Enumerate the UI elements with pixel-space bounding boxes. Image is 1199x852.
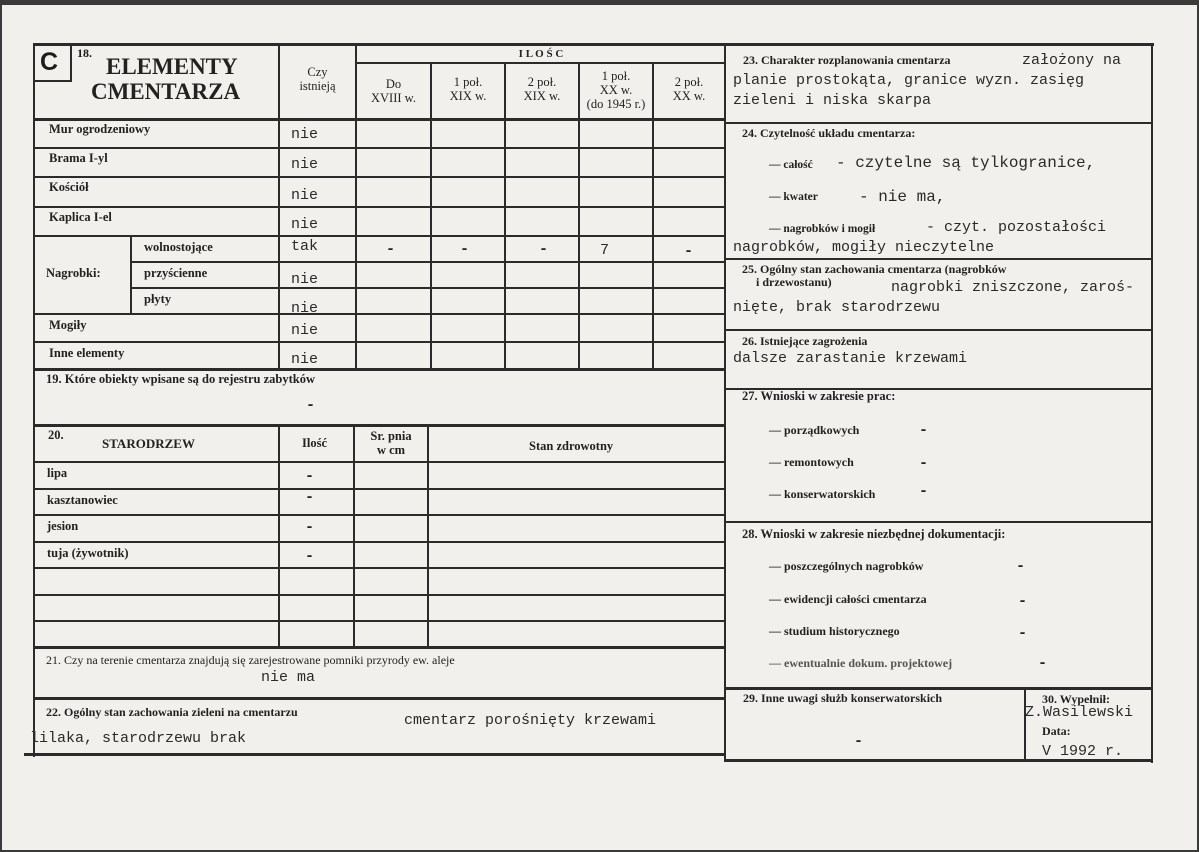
- section-22-value-2: lilaka, starodrzewu brak: [30, 730, 247, 747]
- row-label-kosciol: Kościół: [49, 180, 89, 194]
- row-label-kaplica: Kaplica I-el: [49, 210, 112, 224]
- grid-h: [34, 313, 725, 315]
- ilosc-header: I L O Ś C: [518, 48, 564, 60]
- dokum-ewidencja-value: -: [1018, 593, 1028, 610]
- section-22-label: 22. Ogólny stan zachowania zieleni na cmentarzu: [46, 705, 298, 719]
- section-24-label: 24. Czytelność układu cmentarza:: [742, 126, 916, 140]
- section-25-label-2: i drzewostanu): [756, 275, 832, 289]
- row-label-wolnostojace: wolnostojące: [144, 240, 213, 254]
- col-line: XX w.: [672, 89, 706, 103]
- section-22-value-1: cmentarz porośnięty krzewami: [404, 712, 657, 729]
- nagrobki-mogil-label: — nagrobków i mogił: [769, 223, 876, 235]
- grid-v: [278, 425, 280, 647]
- prace-porzadkowe-label: — porządkowych: [769, 423, 860, 437]
- grid-h: [34, 80, 71, 82]
- section-25-label-1: 25. Ogólny stan zachowania cmentarza (nagrobków: [742, 262, 1007, 276]
- section-21-label: 21. Czy na terenie cmentarza znajdują się zarejestrowane pomniki przyrody ew. aleje: [46, 653, 455, 667]
- card-letter: C: [40, 48, 59, 76]
- grid-h: [34, 620, 725, 622]
- col-line: 1 poł.: [601, 69, 631, 83]
- column-header-2pol-xix: [506, 75, 578, 103]
- grid-h: [34, 488, 725, 490]
- section-25-value-1: nagrobki zniszczone, zaroś-: [891, 279, 1135, 296]
- col-stan-header: Stan zdrowotny: [529, 439, 614, 453]
- frame-top-line: [34, 43, 1154, 46]
- section-23-value-2: planie prostokąta, granice wyzn. zasięg: [733, 72, 1085, 89]
- section-27-label: 27. Wnioski w zakresie prac:: [742, 389, 896, 403]
- row-label-mogily: Mogiły: [49, 318, 87, 332]
- filled-by-name: Z.Wasilewski: [1025, 704, 1134, 721]
- section-number-18: 18.: [77, 46, 92, 60]
- count-wolno-do-xviii: -: [386, 241, 396, 258]
- divider-center-line: [724, 43, 726, 761]
- frame-bottom-left-line: [24, 753, 724, 756]
- value-mogily: nie: [291, 322, 319, 339]
- col-ilosc-header: Ilość: [302, 436, 327, 450]
- section-26-label: 26. Istniejące zagrożenia: [742, 334, 868, 348]
- grid-h: [34, 118, 725, 121]
- dokum-ewidencja-label: — ewidencji całości cmentarza: [769, 592, 927, 606]
- frame-left-line: [33, 43, 35, 757]
- record-card: [2, 5, 1197, 850]
- grid-h: [725, 329, 1153, 331]
- section-23-label: 23. Charakter rozplanowania cmentarza: [743, 53, 951, 67]
- column-header-1pol-xix: [432, 75, 504, 103]
- calosc-label: — całość: [769, 159, 813, 171]
- col-line: 2 poł.: [527, 75, 557, 89]
- count-wolno-1pol-xix: -: [460, 241, 470, 258]
- dokum-projektowa-value: -: [1038, 655, 1048, 672]
- title-cmentarza: CMENTARZA: [91, 79, 241, 104]
- col-line: (do 1945 r.): [586, 97, 646, 111]
- dokum-studium-label: — studium historycznego: [769, 624, 900, 638]
- column-header-1pol-xx: [580, 69, 652, 111]
- grid-h: [34, 206, 725, 208]
- grid-h: [34, 176, 725, 178]
- col-line: 2 poł.: [674, 75, 704, 89]
- prace-konserwatorskie-label: — konserwatorskich: [769, 487, 876, 501]
- grid-h: [34, 341, 725, 343]
- grid-h: [130, 287, 725, 289]
- grid-v: [652, 63, 654, 369]
- prace-remontowe-label: — remontowych: [769, 455, 854, 469]
- value-kosciol: nie: [291, 187, 319, 204]
- grid-h: [725, 258, 1153, 260]
- column-header-do-xviii: [357, 77, 430, 105]
- calosc-value: - czytelne są tylkogranice,: [836, 154, 1096, 172]
- column-header-2pol-xx: [654, 75, 724, 103]
- grid-h: [34, 697, 725, 700]
- grid-h: [34, 235, 725, 237]
- grid-v: [427, 425, 429, 647]
- czy-label: Czy: [307, 65, 328, 79]
- grid-h: [34, 646, 725, 649]
- grid-v: [130, 235, 132, 313]
- czy-istnieja-header: [280, 65, 355, 93]
- section-21-value: nie ma: [261, 669, 316, 686]
- value-wolnostojace: tak: [291, 238, 319, 255]
- grid-h: [34, 461, 725, 463]
- dokum-nagrobki-value: -: [1016, 558, 1026, 575]
- grid-h: [130, 261, 725, 263]
- grid-h: [34, 424, 725, 427]
- prace-porzadkowe-value: -: [919, 422, 929, 439]
- count-wolno-1pol-xx: 7: [600, 242, 610, 259]
- istnieja-label: istnieją: [299, 79, 336, 93]
- grid-h: [34, 368, 725, 371]
- section-23-value-3: zieleni i niska skarpa: [733, 92, 932, 109]
- prace-remontowe-value: -: [919, 455, 929, 472]
- col-line: Sr. pnia: [370, 429, 412, 443]
- grid-h: [34, 541, 725, 543]
- tree-name: kasztanowiec: [47, 493, 118, 507]
- value-plyty: nie: [291, 300, 319, 317]
- section-19-label: 19. Które obiekty wpisane są do rejestru zabytków: [46, 372, 315, 386]
- col-line: XIX w.: [449, 89, 487, 103]
- grid-v: [1024, 688, 1026, 760]
- section-29-label: 29. Inne uwagi służb konserwatorskich: [743, 691, 943, 705]
- dokum-studium-value: -: [1018, 625, 1028, 642]
- tree-name: tuja (żywotnik): [47, 546, 129, 560]
- row-label-plyty: płyty: [144, 292, 172, 306]
- value-przyscienne: nie: [291, 271, 319, 288]
- value-kaplica: nie: [291, 216, 319, 233]
- tree-count: -: [305, 519, 315, 536]
- tree-count: -: [305, 548, 315, 565]
- tree-name: lipa: [47, 466, 68, 480]
- grid-h: [34, 147, 725, 149]
- title-elementy: ELEMENTY: [106, 54, 238, 79]
- tree-count: -: [305, 468, 315, 485]
- col-srednica-header: [355, 429, 427, 457]
- col-line: XIX w.: [523, 89, 561, 103]
- nagrobki-mogil-value-2: nagrobków, mogiły nieczytelne: [733, 239, 995, 256]
- section-30-label: 30. Wypełnił:: [1042, 692, 1111, 706]
- prace-konserwatorskie-value: -: [919, 483, 929, 500]
- grid-h: [725, 122, 1153, 124]
- section-29-value: -: [854, 733, 864, 750]
- col-line: 1 poł.: [453, 75, 483, 89]
- value-inne: nie: [291, 351, 319, 368]
- kwater-label: — kwater: [769, 191, 818, 203]
- nagrobki-mogil-value: - czyt. pozostałości: [926, 219, 1107, 236]
- col-line: XX w.: [599, 83, 633, 97]
- dokum-projektowa-label: — ewentualnie dokum. projektowej: [769, 656, 953, 670]
- tree-name: jesion: [47, 519, 79, 533]
- count-wolno-2pol-xx: -: [684, 243, 694, 260]
- grid-h: [725, 521, 1153, 523]
- col-line: Do: [385, 77, 402, 91]
- section-20-number: 20.: [48, 428, 64, 442]
- dokum-nagrobki-label: — poszczególnych nagrobków: [769, 559, 924, 573]
- value-mur: nie: [291, 126, 319, 143]
- section-19-value: -: [306, 397, 316, 414]
- row-label-brama: Brama I-yl: [49, 151, 108, 165]
- grid-v: [430, 63, 432, 369]
- col-line: XVIII w.: [370, 91, 416, 105]
- value-brama: nie: [291, 156, 319, 173]
- kwater-value: - nie ma,: [859, 188, 946, 206]
- row-label-mur: Mur ogrodzeniowy: [49, 122, 151, 136]
- section-23-value-1: założony na: [1022, 52, 1122, 69]
- date-label: Data:: [1042, 724, 1071, 738]
- section-20-title: STARODRZEW: [102, 436, 195, 451]
- frame-right-line: [1151, 43, 1153, 763]
- row-label-przyscienne: przyścienne: [144, 266, 208, 280]
- grid-h: [355, 62, 725, 64]
- row-label-inne: Inne elementy: [49, 346, 125, 360]
- grid-v: [70, 45, 72, 82]
- count-wolno-2pol-xix: -: [539, 241, 549, 258]
- grid-h: [34, 514, 725, 516]
- section-26-value: dalsze zarastanie krzewami: [733, 350, 968, 367]
- col-line: w cm: [376, 443, 406, 457]
- section-25-value-2: nięte, brak starodrzewu: [733, 299, 941, 316]
- grid-v: [353, 425, 355, 647]
- grid-h: [725, 687, 1153, 690]
- row-label-nagrobki: Nagrobki:: [46, 266, 101, 280]
- tree-count: -: [305, 489, 315, 506]
- section-28-label: 28. Wnioski w zakresie niezbędnej dokumentacji:: [742, 527, 1006, 541]
- grid-h: [34, 567, 725, 569]
- grid-v: [504, 63, 506, 369]
- filled-date: V 1992 r.: [1042, 743, 1124, 760]
- grid-h: [34, 594, 725, 596]
